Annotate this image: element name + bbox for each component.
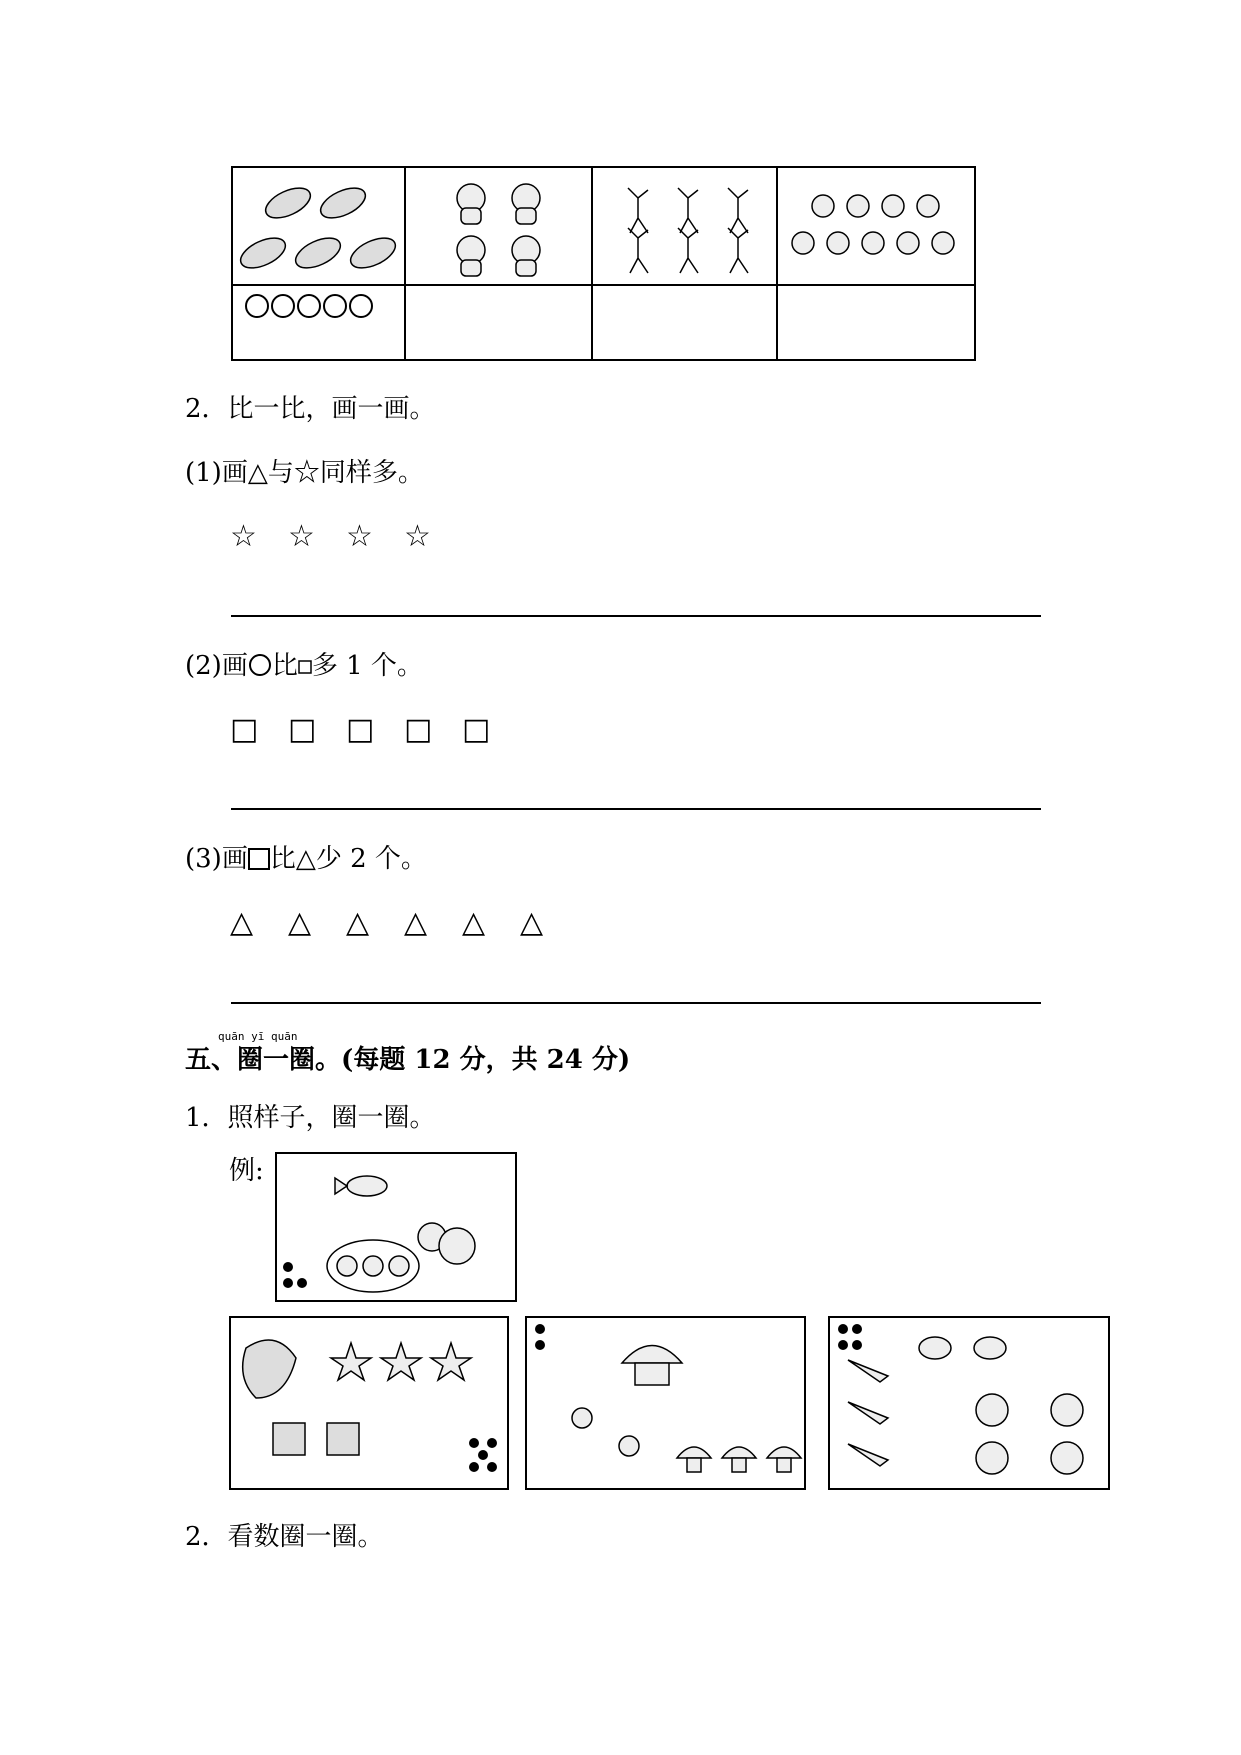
square-icon: [298, 660, 312, 674]
dot: [283, 1262, 293, 1272]
deer-cell: [592, 167, 777, 285]
square-icon: □: [288, 712, 317, 747]
label-suffix: 比△少 2 个。: [269, 844, 427, 874]
dot: [469, 1438, 479, 1448]
section5-q1: 1．照样子，圈一圈。: [185, 1103, 436, 1133]
square-icon: □: [230, 712, 259, 747]
leaf-icon: [233, 168, 404, 280]
dot: [838, 1324, 848, 1334]
section5-heading: [185, 1045, 630, 1075]
dot: [283, 1278, 293, 1288]
dot: [487, 1462, 497, 1472]
answer-cell-peaches[interactable]: [777, 285, 975, 360]
example-label: 例:: [229, 1156, 264, 1186]
exercise-box-2[interactable]: [525, 1316, 806, 1490]
example-picture: [277, 1154, 515, 1300]
square-icon: [248, 848, 270, 870]
label-mid: 比: [271, 651, 298, 681]
monkey-cell: [405, 167, 592, 285]
dot: [852, 1340, 862, 1350]
leaf-cell: [232, 167, 405, 285]
dot: [535, 1324, 545, 1334]
dot: [478, 1450, 488, 1460]
monkey-icon: [406, 168, 591, 280]
answer-line-3[interactable]: [231, 1002, 1041, 1004]
triangle-icon: △: [520, 905, 544, 940]
section5-pinyin: quān yī quān: [218, 1030, 298, 1043]
deer-icon: [593, 168, 776, 280]
triangle-icon: △: [346, 905, 370, 940]
circles-answer: [233, 286, 404, 326]
triangle-icon: △: [404, 905, 428, 940]
label-prefix: (2)画: [185, 651, 248, 681]
dot: [838, 1340, 848, 1350]
answer-line-1[interactable]: [231, 615, 1041, 617]
q2-title: 2．比一比，画一画。: [185, 394, 436, 424]
dot: [487, 1438, 497, 1448]
crab-carrot-strawberry-picture: [830, 1318, 1108, 1488]
star-icon: ☆: [346, 519, 373, 554]
star-icon: ☆: [288, 519, 315, 554]
label-suffix: 多 1 个。: [311, 651, 423, 681]
answer-cell-monkeys[interactable]: [405, 285, 592, 360]
section5-q2: 2．看数圈一圈。: [185, 1522, 384, 1552]
dot: [535, 1340, 545, 1350]
exercise-box-3[interactable]: [828, 1316, 1110, 1490]
triangle-icon: △: [288, 905, 312, 940]
answer-line-2[interactable]: [231, 808, 1041, 810]
square-icon: □: [462, 712, 491, 747]
mushroom-house-picture: [527, 1318, 804, 1488]
peach-cell: [777, 167, 975, 285]
answer-cell-leaves: [232, 285, 405, 360]
banana-stars-cubes-picture: [231, 1318, 507, 1488]
star-icon: ☆: [230, 519, 257, 554]
square-icon: □: [346, 712, 375, 747]
q2-part2-label: [185, 651, 423, 681]
example-box: [275, 1152, 517, 1302]
dot: [469, 1462, 479, 1472]
square-icon: □: [404, 712, 433, 747]
exercise-box-1[interactable]: [229, 1316, 509, 1490]
section5-title: 五、圈一圈。: [185, 1045, 342, 1075]
q2-part1-label: (1)画△与☆同样多。: [185, 458, 424, 488]
counting-table: [231, 166, 976, 361]
label-prefix: (3)画: [185, 844, 248, 874]
dot: [852, 1324, 862, 1334]
triangle-icon: △: [230, 905, 254, 940]
q2-part3-label: [185, 844, 427, 874]
dot: [297, 1278, 307, 1288]
answer-cell-deer[interactable]: [592, 285, 777, 360]
circle-icon: [248, 653, 272, 677]
triangle-icon: △: [462, 905, 486, 940]
section5-score: (每题 12 分，共 24 分): [341, 1045, 631, 1075]
peach-icon: [778, 168, 974, 280]
star-icon: ☆: [404, 519, 431, 554]
